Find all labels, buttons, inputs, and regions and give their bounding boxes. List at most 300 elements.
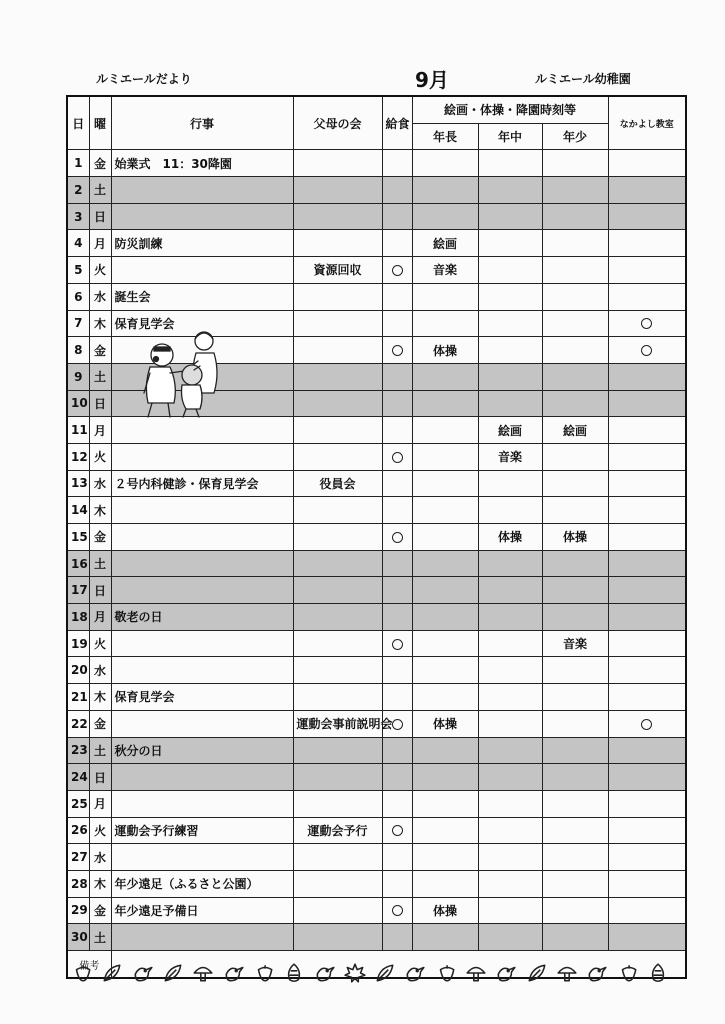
nensho-cell [542,310,608,337]
nakayoshi-cell [608,604,686,631]
day-number: 6 [67,283,89,310]
nenchu-cell [478,337,542,364]
lunch-cell [382,550,412,577]
nenchu-cell [478,737,542,764]
nencho-cell [412,283,478,310]
nakayoshi-cell [608,363,686,390]
lunch-cell [382,443,412,470]
parents-cell [293,230,382,257]
nencho-cell: 音楽 [412,257,478,284]
event-cell: 保育見学会 [111,684,293,711]
lunch-cell [382,817,412,844]
lunch-cell [382,790,412,817]
day-number: 17 [67,577,89,604]
nakayoshi-cell [608,337,686,364]
nenchu-cell: 絵画 [478,417,542,444]
day-row [67,443,686,470]
parents-cell [293,657,382,684]
parents-cell [293,764,382,791]
bird-icon [131,962,155,988]
day-number: 9 [67,363,89,390]
event-cell [111,524,293,551]
day-row [67,630,686,657]
nencho-cell [412,417,478,444]
day-of-week: 木 [89,310,111,337]
nencho-cell [412,203,478,230]
day-number: 21 [67,684,89,711]
day-row [67,790,686,817]
col-nensho: 年少 [542,123,608,150]
calendar-table [66,95,687,979]
day-number: 20 [67,657,89,684]
lunch-cell [382,283,412,310]
nencho-cell [412,924,478,951]
day-of-week: 土 [89,924,111,951]
lunch-cell [382,470,412,497]
parents-cell [293,177,382,204]
parents-cell [293,550,382,577]
nenchu-cell [478,710,542,737]
lunch-cell [382,524,412,551]
day-number: 12 [67,443,89,470]
parents-cell [293,363,382,390]
nensho-cell [542,390,608,417]
nakayoshi-cell [608,283,686,310]
event-cell: ２号内科健診・保育見学会 [111,470,293,497]
day-of-week: 日 [89,203,111,230]
nenchu-cell [478,203,542,230]
parents-cell: 役員会 [293,470,382,497]
nencho-cell [412,470,478,497]
col-group: 絵画・体操・降園時刻等 [412,96,608,123]
nenchu-cell [478,550,542,577]
nenchu-cell [478,470,542,497]
parents-cell [293,897,382,924]
day-row [67,577,686,604]
parents-cell [293,870,382,897]
lunch-cell [382,417,412,444]
lunch-cell [382,230,412,257]
lunch-cell [382,630,412,657]
day-number: 22 [67,710,89,737]
day-row [67,764,686,791]
circle-mark [392,532,403,543]
day-row [67,177,686,204]
circle-mark [641,719,652,730]
nensho-cell [542,283,608,310]
leaf-icon [100,962,124,988]
nakayoshi-cell [608,790,686,817]
nenchu-cell [478,497,542,524]
nakayoshi-cell [608,844,686,871]
nensho-cell [542,550,608,577]
day-number: 8 [67,337,89,364]
nenchu-cell [478,577,542,604]
nenchu-cell [478,363,542,390]
nensho-cell [542,177,608,204]
day-number: 3 [67,203,89,230]
day-number: 18 [67,604,89,631]
nencho-cell [412,604,478,631]
col-lunch: 給食 [382,96,412,150]
lunch-cell [382,870,412,897]
nakayoshi-cell [608,870,686,897]
day-of-week: 火 [89,257,111,284]
nencho-cell [412,497,478,524]
event-cell [111,550,293,577]
day-of-week: 日 [89,577,111,604]
day-row [67,497,686,524]
nakayoshi-cell [608,390,686,417]
parents-cell [293,417,382,444]
nensho-cell [542,790,608,817]
day-number: 1 [67,150,89,177]
day-number: 25 [67,790,89,817]
nakayoshi-cell [608,817,686,844]
leaf-icon [525,962,549,988]
lunch-cell [382,177,412,204]
nencho-cell [412,764,478,791]
event-cell: 誕生会 [111,283,293,310]
event-cell [111,577,293,604]
day-number: 4 [67,230,89,257]
day-row [67,844,686,871]
school-name: ルミエール幼稚園 [535,72,631,86]
day-of-week: 日 [89,764,111,791]
notes-label: 備考 [67,951,111,979]
nencho-cell [412,150,478,177]
day-row [67,203,686,230]
bird-icon [494,962,518,988]
mushroom-icon [555,962,579,988]
nencho-cell: 体操 [412,710,478,737]
parents-cell: 資源回収 [293,257,382,284]
circle-mark [392,265,403,276]
lunch-cell [382,684,412,711]
nakayoshi-cell [608,684,686,711]
day-row [67,657,686,684]
event-cell: 敬老の日 [111,604,293,631]
newsletter-title: ルミエールだより [96,72,192,86]
nakayoshi-cell [608,710,686,737]
nencho-cell [412,844,478,871]
lunch-cell [382,203,412,230]
lunch-cell [382,924,412,951]
nakayoshi-cell [608,443,686,470]
mushroom-icon [464,962,488,988]
day-of-week: 水 [89,283,111,310]
nakayoshi-cell [608,177,686,204]
nensho-cell [542,257,608,284]
lunch-cell [382,497,412,524]
col-nakayoshi: なかよし教室 [608,96,686,150]
nakayoshi-cell [608,257,686,284]
nakayoshi-cell [608,764,686,791]
circle-mark [392,345,403,356]
event-cell: 秋分の日 [111,737,293,764]
lunch-cell [382,577,412,604]
parents-cell [293,310,382,337]
day-number: 15 [67,524,89,551]
nensho-cell [542,363,608,390]
nakayoshi-cell [608,310,686,337]
day-of-week: 土 [89,550,111,577]
maple-leaf-icon [343,962,367,988]
nensho-cell [542,230,608,257]
parents-cell [293,577,382,604]
circle-mark [392,905,403,916]
day-row [67,470,686,497]
nakayoshi-cell [608,924,686,951]
day-number: 13 [67,470,89,497]
nensho-cell [542,577,608,604]
nenchu-cell [478,310,542,337]
parents-cell [293,283,382,310]
nensho-cell: 体操 [542,524,608,551]
day-row [67,230,686,257]
lunch-cell [382,337,412,364]
nensho-cell [542,737,608,764]
day-number: 28 [67,870,89,897]
nenchu-cell: 音楽 [478,443,542,470]
parents-cell [293,737,382,764]
nencho-cell [412,817,478,844]
circle-mark [392,719,403,730]
nakayoshi-cell [608,577,686,604]
day-of-week: 金 [89,897,111,924]
nensho-cell [542,897,608,924]
event-cell [111,203,293,230]
day-number: 27 [67,844,89,871]
day-of-week: 金 [89,710,111,737]
day-of-week: 月 [89,417,111,444]
circle-mark [641,318,652,329]
day-of-week: 月 [89,604,111,631]
nenchu-cell [478,764,542,791]
lunch-cell [382,737,412,764]
nencho-cell [412,870,478,897]
nenchu-cell [478,604,542,631]
event-cell [111,497,293,524]
event-cell [111,443,293,470]
nensho-cell [542,150,608,177]
nensho-cell [542,764,608,791]
parents-cell [293,630,382,657]
nencho-cell [412,550,478,577]
event-cell: 防災訓練 [111,230,293,257]
nakayoshi-cell [608,737,686,764]
parents-cell [293,203,382,230]
day-number: 16 [67,550,89,577]
nencho-cell: 絵画 [412,230,478,257]
nencho-cell [412,443,478,470]
day-of-week: 土 [89,737,111,764]
nencho-cell [412,177,478,204]
nenchu-cell [478,817,542,844]
parents-cell [293,524,382,551]
nenchu-cell [478,230,542,257]
nencho-cell: 体操 [412,897,478,924]
day-number: 11 [67,417,89,444]
lunch-cell [382,390,412,417]
event-cell: 年少遠足予備日 [111,897,293,924]
nenchu-cell [478,283,542,310]
pinecone-icon [646,962,670,988]
calendar-body [67,150,686,951]
bird-icon [403,962,427,988]
circle-mark [392,452,403,463]
nencho-cell [412,390,478,417]
nakayoshi-cell [608,550,686,577]
nenchu-cell [478,684,542,711]
nenchu-cell [478,844,542,871]
day-number: 7 [67,310,89,337]
day-row [67,897,686,924]
circle-mark [392,639,403,650]
nenchu-cell [478,924,542,951]
event-cell [111,710,293,737]
day-of-week: 金 [89,150,111,177]
parents-cell [293,604,382,631]
day-of-week: 水 [89,657,111,684]
nensho-cell [542,497,608,524]
nencho-cell [412,363,478,390]
acorn-icon [252,962,276,988]
nensho-cell: 絵画 [542,417,608,444]
event-cell: 保育見学会 [111,310,293,337]
nensho-cell [542,870,608,897]
nenchu-cell [478,257,542,284]
day-row [67,604,686,631]
day-of-week: 月 [89,790,111,817]
nencho-cell [412,310,478,337]
lunch-cell [382,897,412,924]
leaf-icon [373,962,397,988]
nakayoshi-cell [608,417,686,444]
nenchu-cell [478,790,542,817]
nenchu-cell: 体操 [478,524,542,551]
event-cell [111,844,293,871]
month-title: 9月 [415,68,449,92]
parents-cell: 運動会事前説明会 [293,710,382,737]
parents-cell [293,390,382,417]
col-dow: 曜 [89,96,111,150]
day-of-week: 月 [89,230,111,257]
bird-icon [222,962,246,988]
lunch-cell [382,310,412,337]
day-of-week: 火 [89,443,111,470]
nenchu-cell [478,630,542,657]
event-cell [111,257,293,284]
day-number: 14 [67,497,89,524]
parents-cell [293,844,382,871]
day-of-week: 土 [89,177,111,204]
nakayoshi-cell [608,150,686,177]
event-cell: 始業式 11：30降園 [111,150,293,177]
footer-decoration [70,960,670,990]
nenchu-cell [478,897,542,924]
nensho-cell [542,604,608,631]
day-number: 5 [67,257,89,284]
nurse-child-illustration [132,323,232,423]
day-row [67,817,686,844]
day-row [67,924,686,951]
nensho-cell [542,924,608,951]
event-cell [111,177,293,204]
day-number: 2 [67,177,89,204]
parents-cell [293,497,382,524]
nencho-cell [412,684,478,711]
nakayoshi-cell [608,470,686,497]
nensho-cell [542,470,608,497]
day-of-week: 水 [89,470,111,497]
bird-icon [313,962,337,988]
pinecone-icon [282,962,306,988]
nakayoshi-cell [608,230,686,257]
event-cell [111,630,293,657]
day-number: 26 [67,817,89,844]
day-of-week: 木 [89,497,111,524]
acorn-icon [616,962,640,988]
parents-cell [293,924,382,951]
nensho-cell [542,337,608,364]
parents-cell: 運動会予行 [293,817,382,844]
day-of-week: 金 [89,337,111,364]
nencho-cell [412,790,478,817]
parents-cell [293,790,382,817]
nakayoshi-cell [608,630,686,657]
nensho-cell [542,203,608,230]
nencho-cell [412,577,478,604]
day-of-week: 土 [89,363,111,390]
leaf-icon [161,962,185,988]
parents-cell [293,684,382,711]
nakayoshi-cell [608,524,686,551]
event-cell [111,924,293,951]
day-number: 30 [67,924,89,951]
nensho-cell [542,710,608,737]
day-of-week: 金 [89,524,111,551]
nencho-cell [412,657,478,684]
nakayoshi-cell [608,897,686,924]
nakayoshi-cell [608,203,686,230]
day-of-week: 水 [89,844,111,871]
nakayoshi-cell [608,497,686,524]
lunch-cell [382,150,412,177]
day-of-week: 日 [89,390,111,417]
event-cell [111,657,293,684]
nenchu-cell [478,870,542,897]
col-parents: 父母の会 [293,96,382,150]
day-of-week: 木 [89,684,111,711]
event-cell: 年少遠足（ふるさと公園） [111,870,293,897]
day-number: 24 [67,764,89,791]
nenchu-cell [478,150,542,177]
day-number: 29 [67,897,89,924]
day-of-week: 火 [89,817,111,844]
day-row [67,684,686,711]
day-number: 23 [67,737,89,764]
day-row [67,737,686,764]
bird-icon [585,962,609,988]
nenchu-cell [478,390,542,417]
parents-cell [293,443,382,470]
nensho-cell [542,684,608,711]
nenchu-cell [478,657,542,684]
acorn-icon [70,962,94,988]
lunch-cell [382,844,412,871]
acorn-icon [434,962,458,988]
